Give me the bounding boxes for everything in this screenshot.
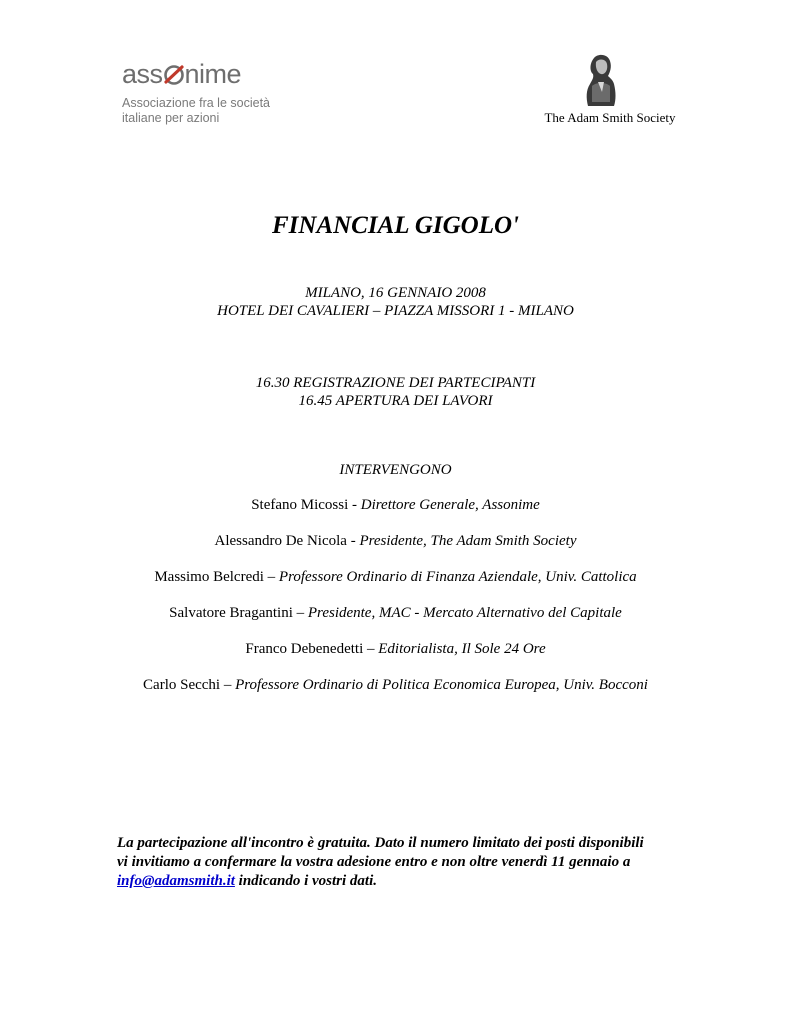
participation-note-line2: vi invitiamo a confermare la vostra adesione entro e non oltre venerdì 11 gennaio a [117,854,631,870]
participation-note-line3 [117,872,717,891]
speaker-row [0,604,791,640]
event-details [0,284,791,320]
adam-smith-society-caption: The Adam Smith Society [544,110,676,125]
speaker-row [0,568,791,604]
assonime-o-slash-icon [163,63,185,85]
speakers-heading: INTERVENGONO [339,462,452,478]
schedule-item: 16.30 REGISTRAZIONE DEI PARTECIPANTI [255,375,536,391]
speaker-name: Massimo Belcredi – [154,569,279,585]
event-date: MILANO, 16 GENNAIO 2008 [305,285,486,301]
speakers-list [0,496,791,712]
speaker-role: Direttore Generale, Assonime [360,497,540,513]
speaker-role: Professore Ordinario di Politica Economica Europea, Univ. Bocconi [235,677,648,693]
participation-note [117,834,717,891]
assonime-wordmark [122,58,302,90]
assonime-wordmark-left: ass [122,59,163,89]
speaker-row [0,640,791,676]
schedule-item: 16.45 APERTURA DEI LAVORI [298,393,493,409]
speaker-name: Franco Debenedetti – [245,641,379,657]
schedule [0,374,791,410]
assonime-subtitle [122,96,302,126]
speaker-row [0,496,791,532]
speaker-role: Presidente, The Adam Smith Society [359,533,577,549]
participation-note-line1: La partecipazione all'incontro è gratuita. Dato il numero limitato dei posti disponibili [117,835,644,851]
speaker-name: Alessandro De Nicola - [214,533,360,549]
assonime-subtitle-line1: Associazione fra le società [122,96,270,110]
assonime-subtitle-line2: italiane per azioni [122,111,220,125]
page-title: FINANCIAL GIGOLO' [271,212,520,239]
contact-email-link[interactable]: info@adamsmith.it [117,873,235,889]
assonime-wordmark-right: nime [184,59,242,89]
speaker-name: Salvatore Bragantini – [169,605,308,621]
speaker-name: Stefano Micossi - [251,497,361,513]
speaker-role: Presidente, MAC - Mercato Alternativo del Capitale [307,605,622,621]
speaker-row [0,676,791,712]
assonime-logo [122,58,302,126]
speaker-role: Editorialista, Il Sole 24 Ore [378,641,546,657]
adam-smith-portrait-icon [580,52,620,108]
speaker-name: Carlo Secchi – [143,677,236,693]
event-venue: HOTEL DEI CAVALIERI – PIAZZA MISSORI 1 - MILANO [217,303,574,319]
participation-note-line3-rest: indicando i vostri dati. [234,873,378,889]
speaker-role: Professore Ordinario di Finanza Aziendale, Univ. Cattolica [278,569,637,585]
adam-smith-society-logo [520,52,680,125]
speaker-row [0,532,791,568]
